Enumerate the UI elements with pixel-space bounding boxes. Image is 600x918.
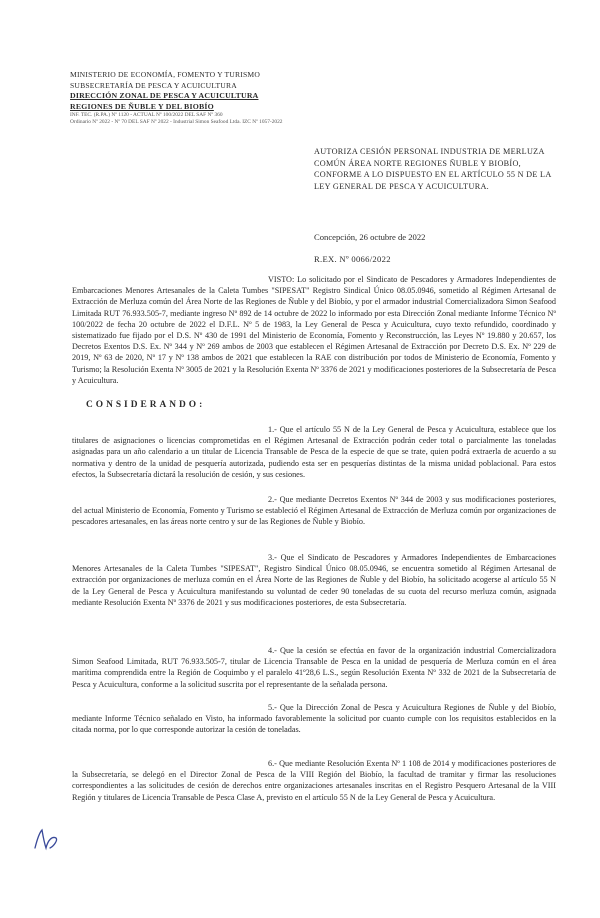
considerando-paragraph-1: 1.- Que el artículo 55 N de la Ley General de Pesca y Acuicultura, establece que los titulares de asignaciones o licencias comprometidas en el Régimen Artesanal de Extracción podrán ceder total o parcialmente las toneladas asignadas para un año calendario a un titular de Licencia Transable de Pesca de la especie de que se trate, quien podrá extraerla de acuerdo a su normativa y dentro de la unidad de pesquería autorizada, pudiendo esta ser en pesquerías distintas de la misma unidad poblacional. Para estos efectos, la Subsecretaría dictará la resolución de cesión, y sus cesiones. xyxy=(72,425,556,479)
considerando-paragraph-4: 4.- Que la cesión se efectúa en favor de la organización industrial Comercializadora Simon Seafood Limitada, RUT 76.933.505-7, titular de Licencia Transable de Pesca en la unidad de pesquería de Merluza común en el área marítima comprendida entre la Región de Coquimbo y el paralelo 41º28,6 L.S., según Resolución Exenta Nº 332 de 2021 de la Subsecretaría de Pesca y Acuicultura, conforme a la solicitud suscrita por el representante de la señalada persona. xyxy=(72,646,556,689)
subsecretariat-name: SUBSECRETARÍA DE PESCA Y ACUICULTURA xyxy=(70,80,237,90)
handwritten-initials xyxy=(30,826,70,854)
direction-name: DIRECCIÓN ZONAL DE PESCA Y ACUICULTURA xyxy=(70,91,259,101)
considerando-paragraph-3: 3.- Que el Sindicato de Pescadores y Armadores Independientes de Embarcaciones Menores Artesanales de la Caleta Tumbes "SIPESAT", Registro Sindical Único 08.05.0946, se encuentra sometido al Régimen Artesanal de extracción por organizaciones de merluza común en el Área Norte de las Regiones de Ñuble y del Biobío, ha solicitado acogerse al artículo 55 N de la Ley General de Pesca y Acuicultura manifestando su voluntad de ceder 90 toneladas de su cuota del recurso merluza común, asignada mediante Resolución Exenta Nº 3376 de 2021 y sus modificaciones posteriores, de esta Subsecretaría. xyxy=(72,553,556,607)
visto-paragraph: VISTO: Lo solicitado por el Sindicato de Pescadores y Armadores Independientes de Embarcaciones Menores Artesanales de la Caleta Tumbes "SIPESAT" Registro Sindical Único 08.05.0946, sometido al Régimen Artesanal de Extracción de Merluza común del Área Norte de las Regiones de Ñuble y del Biobío, y por el armador industrial Comercializadora Simon Seafood Limitada RUT 76.933.505-7, mediante ingreso Nº 892 de 14 octubre de 2022 lo informado por esta Dirección Zonal mediante Informe Técnico Nº 100/2022 de fecha 20 octubre de 2022 el D.F.L. Nº 5 de 1983, la Ley General de Pesca y Acuicultura, cuyo texto refundido, coordinado y sistematizado fue fijado por el D.S. Nº 430 de 1991 del Ministerio de Economía, Fomento y Reconstrucción, las Leyes Nº 19.880 y 20.657, los Decretos Exentos D.S. Ex. Nº 344 y Nº 269 ambos de 2003 que establecen el Régimen Artesanal de Extracción por Decreto D.S. Ex. Nº 229 de 2019, Nº 63 de 2020, Nº 17 y Nº 138 ambos de 2021 que establecen la RAE con distribución por todos de Ministerio de Economía, Fomento y Turismo; la Resolución Exenta Nº 3005 de 2021 y la Resolución Exenta Nº 3376 de 2021 y modificaciones posteriores de la Subsecretaría de Pesca y Acuicultura. xyxy=(72,275,556,385)
resolution-number: R.EX. Nº 0066/2022 xyxy=(314,254,391,264)
considerando-paragraph-6: 6.- Que mediante Resolución Exenta Nº 1 108 de 2014 y modificaciones posteriores de la Subsecretaría, se delegó en el Director Zonal de Pesca de la VIII Región del Biobío, la facultad de tramitar y firmar las resoluciones correspondientes a las solicitudes de cesión de derechos entre organizaciones artesanales inscritas en el Registro Pesquero Artesanal de la VIII Región y titulares de Licencia Transable de Pesca Clase A, previsto en el artículo 55 N de la Ley General de Pesca y Acuicultura. xyxy=(72,759,556,802)
regions-name: REGIONES DE ÑUBLE Y DEL BIOBÍO xyxy=(70,101,214,111)
place-date: Concepción, 26 octubre de 2022 xyxy=(314,232,426,242)
resolution-subject: AUTORIZA CESIÓN PERSONAL INDUSTRIA DE MERLUZA COMÚN ÁREA NORTE REGIONES ÑUBLE Y BIOBÍO, CONFORME A LO DISPUESTO EN EL ARTÍCULO 55 N DE LA LEY GENERAL DE PESCA Y ACUICULTURA. xyxy=(314,147,552,191)
reference-line-2: Ordinario Nº 2022 - Nº 70 DEL SAF Nº 2022 - Industrial Simon Seafood Ltda. IZC Nº 1057-2022 xyxy=(70,119,283,126)
reference-line-1: INF. TEC. (R.PA.) Nº 1120 - ACTUAL Nº 100/2022 DEL SAF Nº 360 xyxy=(70,112,223,119)
considerando-heading: CONSIDERANDO: xyxy=(86,400,206,410)
letterhead xyxy=(70,70,320,126)
considerando-paragraph-2: 2.- Que mediante Decretos Exentos Nº 344 de 2003 y sus modificaciones posteriores, del actual Ministerio de Economía, Fomento y Turismo se estableció el Régimen Artesanal de Extracción de Merluza común por organizaciones de pescadores artesanales, en las áreas norte centro y sur de las Regiones de Ñuble y Biobío. xyxy=(72,495,556,527)
ministry-name: MINISTERIO DE ECONOMÍA, FOMENTO Y TURISMO xyxy=(70,70,261,79)
considerando-paragraph-5: 5.- Que la Dirección Zonal de Pesca y Acuicultura Regiones de Ñuble y del Biobío, mediante Informe Técnico señalado en Visto, ha informado favorablemente la solicitud por cuanto cumple con los requisitos establecidos en la citada norma, por lo que corresponde autorizar la cesión de toneladas. xyxy=(72,703,556,735)
